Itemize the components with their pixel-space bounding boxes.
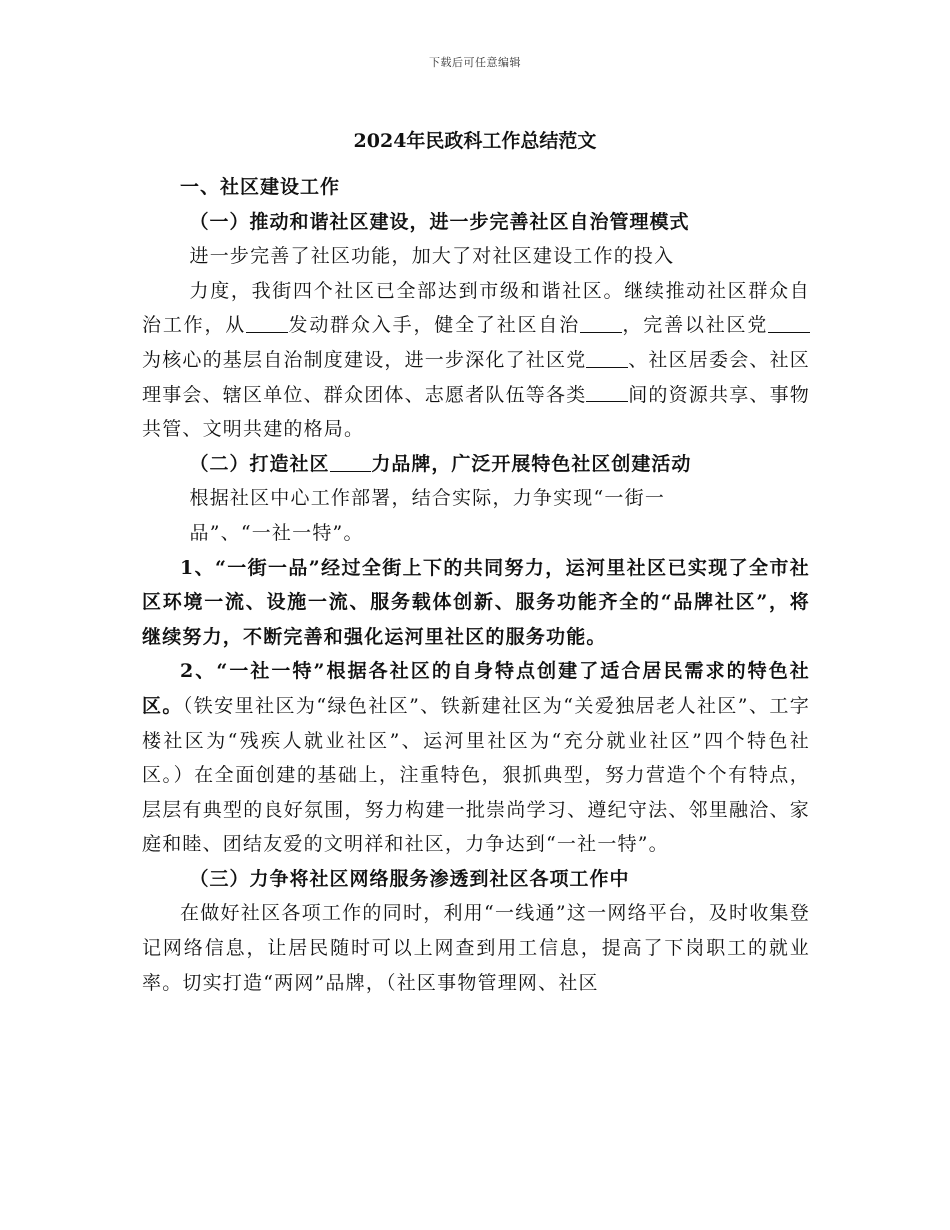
subsection-heading: （三）力争将社区网络服务渗透到社区各项工作中 — [189, 867, 630, 890]
paragraph-text: （铁安里社区为“绿色社区”、铁新建社区为“关爱独居老人社区”、工字楼社区为“残疾人就业社区”、运河里社区为“充分就业社区”四个特色社区。）在全面创建的基础上，注重特色，狠抓典型，努力营造个个有特点，层层有典型的良好氛围，努力构建一批崇尚学习、遵纪守法、邻里融洽、家庭和睦、团结友爱的文明祥和社区，力争达到“一社一特”。 — [142, 694, 810, 856]
paragraph: 1、“一街一品”经过全街上下的共同努力，运河里社区已实现了全市社区环境一流、设施一流、服务载体创新、服务功能齐全的“品牌社区”，将继续努力，不断完善和强化运河里社区的服务功能。 — [142, 556, 810, 648]
subsection-heading: （一）推动和谐社区建设，进一步完善社区自治管理模式 — [189, 210, 690, 233]
section-heading: 一、社区建设工作 — [180, 176, 341, 198]
blank-line — [330, 452, 372, 472]
paragraph: 在做好社区各项工作的同时，利用“一线通”这一网络平台，及时收集登记网络信息，让居民随时可以上网查到用工信息，提高了下岗职工的就业率。切实打造“两网”品牌，（社区事物管理网、社区 — [142, 902, 810, 994]
paragraph: 根据社区中心工作部署，结合实际，力争实现“一街一 — [189, 487, 666, 510]
subsection-heading — [142, 447, 810, 482]
blank-line — [580, 313, 622, 333]
paragraph-text: 发动群众入手，健全了社区自治 — [287, 314, 581, 337]
paragraph-text: 为核心的基层自治制度建设，进一步深化了社区党 — [142, 348, 587, 371]
blank-line — [246, 313, 288, 333]
heading-text: 力品牌，广泛开展特色社区创建活动 — [371, 452, 692, 475]
blank-line — [586, 382, 628, 402]
document-body — [142, 170, 810, 1000]
paragraph-lead: 2、“一社一特”根据各社区的自身特点创建了适合居民需求的特色社区。 — [142, 660, 810, 717]
blank-line — [768, 313, 810, 333]
paragraph-text: 、社区居委会、社区理事会、辖区单位、群众团体、志愿者队伍等各类 — [142, 348, 811, 406]
paragraph: 品”、“一社一特”。 — [189, 521, 364, 544]
paragraph-text: ，完善以社区党 — [621, 314, 769, 337]
paragraph-text: 间的资源共享、事物共管、文明共建的格局。 — [142, 383, 811, 441]
paragraph — [142, 274, 810, 447]
blank-line — [586, 348, 628, 368]
paragraph — [142, 654, 810, 862]
paragraph-text: 力度，我街四个社区已全部达到市级和谐社区。继续推动社区群众自治工作，从 — [142, 279, 810, 337]
page-header: 下载后可任意编辑 — [429, 56, 521, 69]
heading-text: （二）打造社区 — [189, 452, 330, 475]
paragraph: 进一步完善了社区功能，加大了对社区建设工作的投入 — [189, 245, 675, 268]
document-title: 2024年民政科工作总结范文 — [353, 130, 597, 152]
